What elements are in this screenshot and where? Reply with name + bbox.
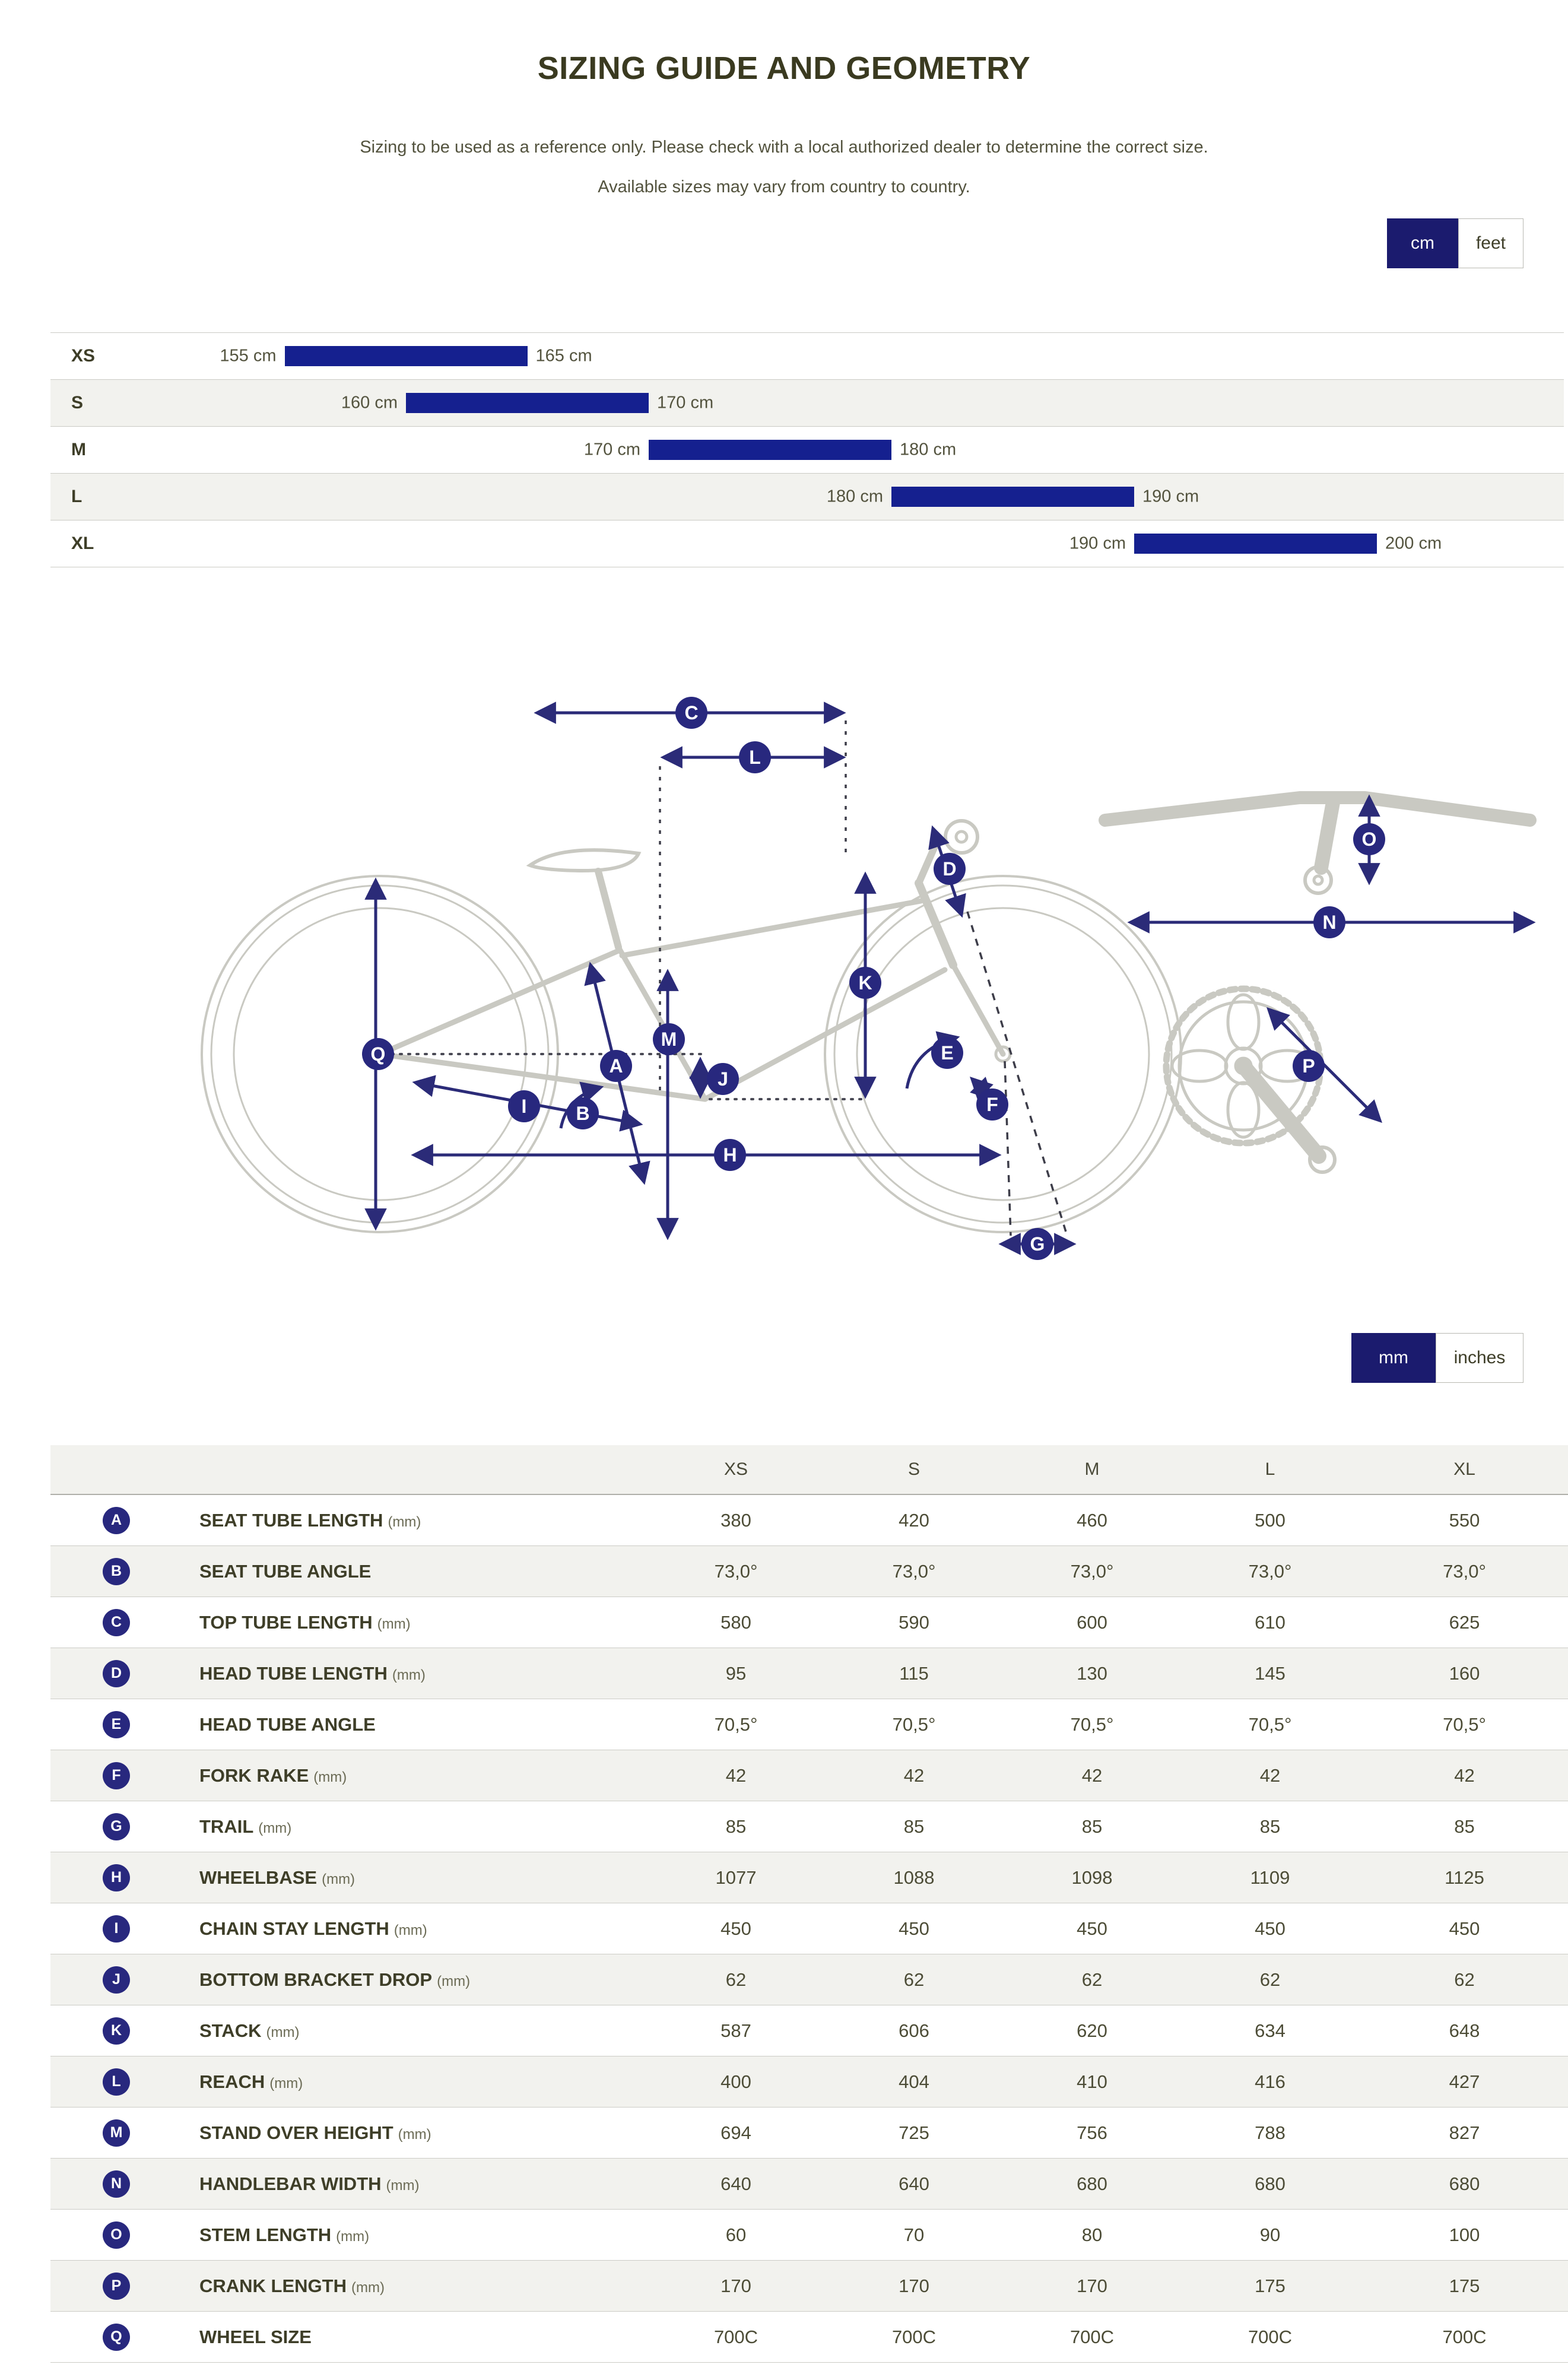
- diagram-badge-q: [362, 1038, 394, 1070]
- diagram-badge-g: [1021, 1228, 1053, 1260]
- height-range-bar: [285, 346, 528, 366]
- value-cell: 73,0°: [1003, 1546, 1181, 1597]
- handlebar-grip-side: [945, 821, 977, 853]
- row-letter-badge: H: [103, 1864, 130, 1891]
- value-cell: 73,0°: [647, 1546, 825, 1597]
- bar-area: [199, 427, 1564, 473]
- row-letter-badge: F: [103, 1762, 130, 1789]
- height-range-bar: [649, 440, 891, 460]
- value-cell: 170: [825, 2261, 1003, 2312]
- value-cell: 827: [1359, 2108, 1568, 2159]
- value-cell: 70,5°: [1359, 1699, 1568, 1750]
- value-cell: 85: [1003, 1801, 1181, 1852]
- svg-text:N: N: [1322, 912, 1337, 933]
- value-cell: 427: [1359, 2056, 1568, 2108]
- diagram-badge-b: [567, 1097, 599, 1129]
- value-cell: 95: [647, 1648, 825, 1699]
- row-letter-badge: D: [103, 1660, 130, 1687]
- svg-text:P: P: [1302, 1055, 1315, 1077]
- size-label: XS: [71, 346, 96, 366]
- value-cell: 73,0°: [825, 1546, 1003, 1597]
- geometry-unit-toggle: [1351, 1333, 1523, 1383]
- value-cell: 62: [1359, 1954, 1568, 2005]
- value-cell: 450: [825, 1903, 1003, 1954]
- svg-text:K: K: [858, 972, 872, 994]
- height-range-bar: [406, 393, 649, 413]
- geometry-unit-toggle-row: [0, 1333, 1568, 1383]
- handlebar-top-view: [1105, 798, 1530, 893]
- row-letter-cell: [50, 2261, 199, 2312]
- toggle-cm-button[interactable]: cm: [1387, 218, 1458, 268]
- bar-to-label: 190 cm: [1142, 487, 1199, 506]
- value-cell: 640: [825, 2159, 1003, 2210]
- row-letter-cell: [50, 2108, 199, 2159]
- row-label-cell: BOTTOM BRACKET DROP (mm): [199, 1954, 647, 2005]
- row-letter-badge: J: [103, 1966, 130, 1994]
- value-cell: 694: [647, 2108, 825, 2159]
- value-cell: 756: [1003, 2108, 1181, 2159]
- bar-from-label: 180 cm: [826, 487, 883, 506]
- value-cell: 42: [1181, 1750, 1359, 1801]
- row-label-cell: WHEELBASE (mm): [199, 1852, 647, 1903]
- size-row-m: [50, 427, 1564, 474]
- row-label-cell: SEAT TUBE ANGLE: [199, 1546, 647, 1597]
- value-cell: 700C: [1003, 2312, 1181, 2363]
- geometry-row-j: [50, 1954, 1568, 2005]
- geometry-row-c: [50, 1597, 1568, 1648]
- geometry-row-p: [50, 2261, 1568, 2312]
- geometry-row-g: [50, 1801, 1568, 1852]
- diagram-badge-n: [1313, 906, 1345, 938]
- value-cell: 788: [1181, 2108, 1359, 2159]
- value-cell: 90: [1181, 2210, 1359, 2261]
- row-letter-badge: C: [103, 1609, 130, 1636]
- row-label-cell: CRANK LENGTH (mm): [199, 2261, 647, 2312]
- bar-area: [199, 474, 1564, 520]
- value-cell: 1088: [825, 1852, 1003, 1903]
- value-cell: 400: [647, 2056, 825, 2108]
- row-label-cell: REACH (mm): [199, 2056, 647, 2108]
- value-cell: 416: [1181, 2056, 1359, 2108]
- value-cell: 410: [1003, 2056, 1181, 2108]
- toggle-mm-button[interactable]: mm: [1351, 1333, 1436, 1383]
- page-subtitle: [0, 139, 1568, 196]
- value-cell: 700C: [1359, 2312, 1568, 2363]
- value-cell: 700C: [825, 2312, 1003, 2363]
- row-letter-badge: E: [103, 1711, 130, 1738]
- row-letter-cell: [50, 1750, 199, 1801]
- value-cell: 160: [1359, 1648, 1568, 1699]
- diagram-badge-f: [976, 1088, 1008, 1121]
- row-letter-cell: [50, 1954, 199, 2005]
- geometry-row-e: [50, 1699, 1568, 1750]
- size-label: M: [71, 440, 86, 459]
- size-label: XL: [71, 534, 94, 553]
- toggle-inches-button[interactable]: inches: [1436, 1333, 1523, 1383]
- row-letter-cell: [50, 1648, 199, 1699]
- value-cell: 70,5°: [1003, 1699, 1181, 1750]
- diagram-badge-o: [1353, 823, 1385, 855]
- diagram-badge-p: [1293, 1050, 1325, 1082]
- diagram-badge-h: [714, 1139, 746, 1171]
- bike-geometry-diagram: [0, 680, 1568, 1309]
- row-letter-cell: [50, 1852, 199, 1903]
- value-cell: 580: [647, 1597, 825, 1648]
- row-letter-cell: [50, 2312, 199, 2363]
- value-cell: 634: [1181, 2005, 1359, 2056]
- geometry-diagram-wrap: [0, 680, 1568, 1312]
- saddle: [530, 850, 639, 871]
- value-cell: 606: [825, 2005, 1003, 2056]
- bar-to-label: 200 cm: [1385, 534, 1442, 553]
- value-cell: 404: [825, 2056, 1003, 2108]
- row-label-cell: HANDLEBAR WIDTH (mm): [199, 2159, 647, 2210]
- value-cell: 115: [825, 1648, 1003, 1699]
- row-letter-badge: B: [103, 1558, 130, 1585]
- header-size-m: M: [1003, 1445, 1181, 1494]
- svg-text:L: L: [749, 747, 761, 768]
- value-cell: 1109: [1181, 1852, 1359, 1903]
- subtitle-line-2: Available sizes may vary from country to country.: [598, 177, 970, 196]
- row-letter-badge: A: [103, 1507, 130, 1534]
- svg-text:G: G: [1030, 1233, 1045, 1255]
- header-size-s: S: [825, 1445, 1003, 1494]
- height-range-bar: [1134, 534, 1377, 554]
- row-label-cell: TOP TUBE LENGTH (mm): [199, 1597, 647, 1648]
- diagram-badge-i: [508, 1090, 540, 1122]
- value-cell: 420: [825, 1494, 1003, 1546]
- diagram-badge-k: [849, 967, 881, 999]
- row-letter-cell: [50, 1903, 199, 1954]
- value-cell: 625: [1359, 1597, 1568, 1648]
- size-row-s: [50, 380, 1564, 427]
- diagram-badge-l: [739, 741, 771, 773]
- value-cell: 60: [647, 2210, 825, 2261]
- value-cell: 610: [1181, 1597, 1359, 1648]
- value-cell: 590: [825, 1597, 1003, 1648]
- value-cell: 145: [1181, 1648, 1359, 1699]
- value-cell: 460: [1003, 1494, 1181, 1546]
- value-cell: 70,5°: [1181, 1699, 1359, 1750]
- geometry-row-m: [50, 2108, 1568, 2159]
- diagram-badge-m: [653, 1023, 685, 1055]
- geometry-row-n: [50, 2159, 1568, 2210]
- svg-text:O: O: [1361, 829, 1377, 850]
- row-letter-cell: [50, 2210, 199, 2261]
- header-spacer-letter: [50, 1445, 199, 1494]
- value-cell: 587: [647, 2005, 825, 2056]
- row-label-cell: STAND OVER HEIGHT (mm): [199, 2108, 647, 2159]
- svg-text:C: C: [684, 702, 699, 723]
- value-cell: 42: [825, 1750, 1003, 1801]
- geometry-table-wrap: [50, 1445, 1564, 2363]
- size-row-xl: [50, 520, 1564, 567]
- svg-text:M: M: [661, 1029, 677, 1050]
- row-label-cell: HEAD TUBE ANGLE: [199, 1699, 647, 1750]
- row-letter-cell: [50, 1494, 199, 1546]
- value-cell: 500: [1181, 1494, 1359, 1546]
- frame-tubes: [380, 845, 1003, 1099]
- value-cell: 70,5°: [647, 1699, 825, 1750]
- svg-text:I: I: [521, 1096, 527, 1117]
- geometry-row-q: [50, 2312, 1568, 2363]
- svg-text:F: F: [986, 1094, 998, 1115]
- bar-area: [199, 333, 1564, 379]
- bar-to-label: 180 cm: [900, 440, 957, 459]
- row-letter-cell: [50, 1699, 199, 1750]
- geometry-table: [50, 1445, 1568, 2363]
- bar-from-label: 170 cm: [583, 440, 640, 459]
- bar-area: [199, 380, 1564, 426]
- geometry-row-f: [50, 1750, 1568, 1801]
- value-cell: 648: [1359, 2005, 1568, 2056]
- svg-text:E: E: [941, 1042, 954, 1064]
- value-cell: 680: [1359, 2159, 1568, 2210]
- value-cell: 62: [1181, 1954, 1359, 2005]
- value-cell: 85: [1181, 1801, 1359, 1852]
- row-letter-badge: P: [103, 2273, 130, 2300]
- svg-text:H: H: [723, 1144, 737, 1166]
- value-cell: 62: [647, 1954, 825, 2005]
- row-letter-badge: I: [103, 1915, 130, 1943]
- row-label-cell: HEAD TUBE LENGTH (mm): [199, 1648, 647, 1699]
- height-unit-toggle-row: [0, 218, 1568, 268]
- bar-from-label: 190 cm: [1069, 534, 1126, 553]
- height-range-bar: [891, 487, 1134, 507]
- size-label: S: [71, 393, 84, 412]
- value-cell: 73,0°: [1181, 1546, 1359, 1597]
- value-cell: 1125: [1359, 1852, 1568, 1903]
- size-label: L: [71, 487, 82, 506]
- row-label-cell: TRAIL (mm): [199, 1801, 647, 1852]
- row-label-cell: FORK RAKE (mm): [199, 1750, 647, 1801]
- svg-text:A: A: [609, 1055, 623, 1077]
- value-cell: 175: [1181, 2261, 1359, 2312]
- row-label-cell: WHEEL SIZE: [199, 2312, 647, 2363]
- geometry-header-row: [50, 1445, 1568, 1494]
- value-cell: 620: [1003, 2005, 1181, 2056]
- value-cell: 170: [647, 2261, 825, 2312]
- header-size-l: L: [1181, 1445, 1359, 1494]
- value-cell: 42: [1359, 1750, 1568, 1801]
- value-cell: 680: [1181, 2159, 1359, 2210]
- svg-text:B: B: [576, 1103, 590, 1124]
- row-label-cell: STACK (mm): [199, 2005, 647, 2056]
- geometry-row-o: [50, 2210, 1568, 2261]
- row-letter-badge: N: [103, 2170, 130, 2198]
- row-letter-cell: [50, 1546, 199, 1597]
- diagram-badge-d: [934, 853, 966, 885]
- row-letter-cell: [50, 2056, 199, 2108]
- value-cell: 85: [825, 1801, 1003, 1852]
- value-cell: 80: [1003, 2210, 1181, 2261]
- bar-from-label: 160 cm: [341, 393, 398, 412]
- header-size-xl: XL: [1359, 1445, 1568, 1494]
- geometry-row-h: [50, 1852, 1568, 1903]
- geometry-row-b: [50, 1546, 1568, 1597]
- bar-to-label: 170 cm: [657, 393, 714, 412]
- subtitle-line-1: Sizing to be used as a reference only. Please check with a local authorized dealer to determine the correct size.: [360, 138, 1208, 157]
- height-unit-toggle: [1387, 218, 1523, 268]
- value-cell: 680: [1003, 2159, 1181, 2210]
- row-label-cell: STEM LENGTH (mm): [199, 2210, 647, 2261]
- value-cell: 1098: [1003, 1852, 1181, 1903]
- value-cell: 640: [647, 2159, 825, 2210]
- row-letter-cell: [50, 1597, 199, 1648]
- row-letter-badge: Q: [103, 2324, 130, 2351]
- bar-area: [199, 520, 1564, 567]
- row-letter-cell: [50, 1801, 199, 1852]
- diagram-badge-a: [600, 1050, 632, 1082]
- value-cell: 70,5°: [825, 1699, 1003, 1750]
- value-cell: 725: [825, 2108, 1003, 2159]
- geometry-row-k: [50, 2005, 1568, 2056]
- value-cell: 600: [1003, 1597, 1181, 1648]
- bar-from-label: 155 cm: [220, 346, 277, 366]
- value-cell: 73,0°: [1359, 1546, 1568, 1597]
- value-cell: 700C: [1181, 2312, 1359, 2363]
- value-cell: 100: [1359, 2210, 1568, 2261]
- page-title: SIZING GUIDE AND GEOMETRY: [537, 50, 1031, 86]
- row-label-cell: CHAIN STAY LENGTH (mm): [199, 1903, 647, 1954]
- size-row-xs: [50, 333, 1564, 380]
- row-letter-badge: K: [103, 2017, 130, 2045]
- svg-text:D: D: [942, 858, 957, 880]
- geometry-row-d: [50, 1648, 1568, 1699]
- rider-height-size-chart: [50, 332, 1564, 567]
- row-letter-badge: G: [103, 1813, 130, 1840]
- value-cell: 130: [1003, 1648, 1181, 1699]
- toggle-feet-button[interactable]: feet: [1458, 218, 1523, 268]
- value-cell: 1077: [647, 1852, 825, 1903]
- value-cell: 450: [1003, 1903, 1181, 1954]
- geometry-row-l: [50, 2056, 1568, 2108]
- value-cell: 450: [1359, 1903, 1568, 1954]
- value-cell: 380: [647, 1494, 825, 1546]
- row-letter-badge: L: [103, 2068, 130, 2096]
- geometry-row-a: [50, 1494, 1568, 1546]
- diagram-badge-c: [675, 697, 707, 729]
- value-cell: 175: [1359, 2261, 1568, 2312]
- diagram-badge-j: [707, 1063, 739, 1095]
- svg-text:Q: Q: [370, 1043, 386, 1065]
- bar-to-label: 165 cm: [535, 346, 592, 366]
- value-cell: 62: [1003, 1954, 1181, 2005]
- value-cell: 550: [1359, 1494, 1568, 1546]
- row-letter-badge: M: [103, 2119, 130, 2147]
- value-cell: 42: [647, 1750, 825, 1801]
- value-cell: 70: [825, 2210, 1003, 2261]
- size-row-l: [50, 474, 1564, 520]
- row-letter-cell: [50, 2159, 199, 2210]
- header-spacer-label: [199, 1445, 647, 1494]
- value-cell: 62: [825, 1954, 1003, 2005]
- value-cell: 700C: [647, 2312, 825, 2363]
- value-cell: 450: [1181, 1903, 1359, 1954]
- value-cell: 450: [647, 1903, 825, 1954]
- diagram-badge-e: [931, 1037, 963, 1069]
- row-label-cell: SEAT TUBE LENGTH (mm): [199, 1494, 647, 1546]
- value-cell: 85: [647, 1801, 825, 1852]
- row-letter-cell: [50, 2005, 199, 2056]
- value-cell: 85: [1359, 1801, 1568, 1852]
- row-letter-badge: O: [103, 2221, 130, 2249]
- value-cell: 170: [1003, 2261, 1181, 2312]
- header-size-xs: XS: [647, 1445, 825, 1494]
- svg-text:J: J: [718, 1068, 728, 1090]
- value-cell: 42: [1003, 1750, 1181, 1801]
- geometry-row-i: [50, 1903, 1568, 1954]
